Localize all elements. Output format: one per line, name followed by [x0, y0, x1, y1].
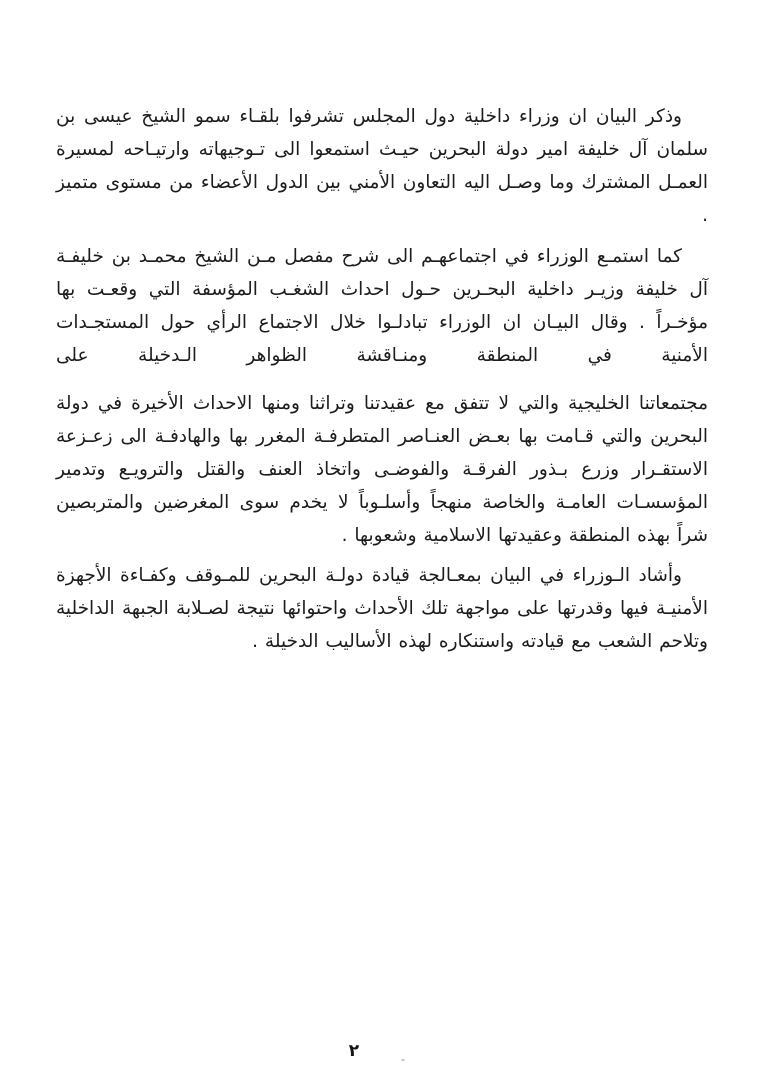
paragraph-3: مجتمعاتنا الخليجية والتي لا تتفق مع عقيدتنا وتراثنا ومنها الاحداث الأخيرة في دولة البحرين والتي قـامت بها بعـض العنـاصر المتطرفـة المغرر بها والهادفـة الى زعـزعة الاستقـرار وزرع بـذور الفرقـة والفوضـى واتخاذ العنف والقتل والترويـع وتدمير المؤسسـات العامـة والخاصة منهجاً وأسلـوباً لا يخدم سوى المغرضين والمتربصين شراً بهذه المنطقة وعقيدتها الاسلامية وشعوبها .: [56, 393, 708, 546]
paragraph-4: وأشاد الـوزراء في البيان بمعـالجة قيادة دولـة البحرين للمـوقف وكفـاءة الأجهزة الأمنيـة فيها وقدرتها على مواجهة تلك الأحداث واحتوائها نتيجة لصـلابة الجبهة الداخلية وتلاحم الشعب مع قيادته واستنكاره لهذه الأساليب الدخيلة .: [56, 565, 708, 652]
scan-speck: [401, 1059, 405, 1061]
paragraph-2: كما استمـع الوزراء في اجتماعهـم الى شرح مفصل مـن الشيخ محمـد بن خليفـة آل خليفة وزيـر داخلية البحـرين حـول احداث الشغـب المؤسفة التي وقعـت بها مؤخـراً . وقال البيـان ان الوزراء تبادلـوا خلال الاجتماع الرأي حول المستجـدات الأمنية في المنطقة ومنـاقشة الظواهر الـدخيلة على: [56, 246, 708, 366]
page-number: ٢: [348, 1041, 360, 1061]
paragraph-1: وذكر البيان ان وزراء داخلية دول المجلس تشرفوا بلقـاء سمو الشيخ عيسى بن سلمان آل خليفة امير دولة البحرين حيـث استمعوا الى تـوجيهاته وارتيـاحه لمسيرة العمـل المشترك وما وصـل اليه التعاون الأمني بين الدول الأعضاء من مستوى متميز .: [56, 106, 708, 226]
article-text-block: [56, 100, 708, 658]
